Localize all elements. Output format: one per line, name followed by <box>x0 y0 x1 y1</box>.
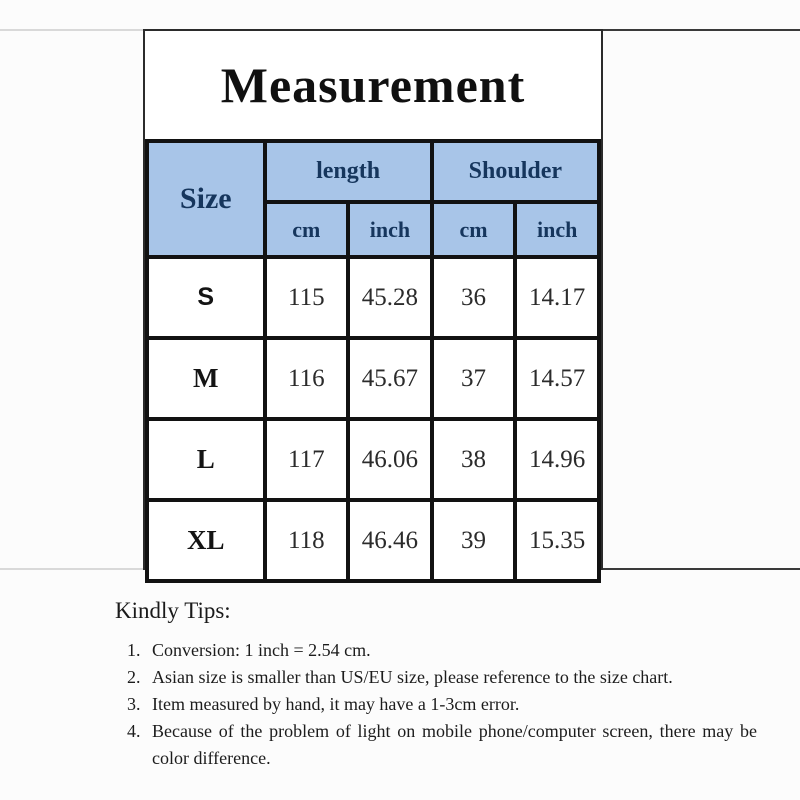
table-row <box>147 419 599 500</box>
value-cell: 46.06 <box>348 419 432 500</box>
size-cell: S <box>147 257 265 338</box>
top-rule-left-segment <box>0 29 143 31</box>
header-row-groups <box>147 141 599 202</box>
tips-section <box>115 598 765 772</box>
column-group-length: length <box>265 141 432 202</box>
value-cell: 118 <box>265 500 349 581</box>
value-cell: 46.46 <box>348 500 432 581</box>
column-group-shoulder: Shoulder <box>432 141 599 202</box>
sheet-title: Measurement <box>220 57 526 113</box>
value-cell: 14.57 <box>515 338 599 419</box>
value-cell: 38 <box>432 419 516 500</box>
tip-item: 4. Because of the problem of light on mobile phone/computer screen, there may be color difference. <box>145 718 757 772</box>
value-cell: 115 <box>265 257 349 338</box>
tip-item: 1. Conversion: 1 inch = 2.54 cm. <box>145 637 757 664</box>
value-cell: 37 <box>432 338 516 419</box>
column-header-size: Size <box>147 141 265 257</box>
value-cell: 45.28 <box>348 257 432 338</box>
subheader-length-cm: cm <box>265 202 349 257</box>
table-row <box>147 257 599 338</box>
size-table <box>145 139 601 583</box>
value-cell: 15.35 <box>515 500 599 581</box>
size-cell: L <box>147 419 265 500</box>
size-cell: M <box>147 338 265 419</box>
table-row <box>147 500 599 581</box>
bottom-rule-right-segment <box>601 568 800 570</box>
size-cell: XL <box>147 500 265 581</box>
value-cell: 14.96 <box>515 419 599 500</box>
value-cell: 39 <box>432 500 516 581</box>
value-cell: 14.17 <box>515 257 599 338</box>
table-row <box>147 338 599 419</box>
subheader-shoulder-cm: cm <box>432 202 516 257</box>
tip-item: 2. Asian size is smaller than US/EU size, please reference to the size chart. <box>145 664 757 691</box>
subheader-shoulder-inch: inch <box>515 202 599 257</box>
measurement-sheet <box>143 29 603 570</box>
bottom-rule-left-segment <box>0 568 143 570</box>
value-cell: 116 <box>265 338 349 419</box>
value-cell: 117 <box>265 419 349 500</box>
tip-item: 3. Item measured by hand, it may have a 1-3cm error. <box>145 691 757 718</box>
value-cell: 45.67 <box>348 338 432 419</box>
tips-list <box>115 637 757 772</box>
subheader-length-inch: inch <box>348 202 432 257</box>
top-rule-right-segment <box>601 29 800 31</box>
tips-heading: Kindly Tips: <box>115 598 231 623</box>
value-cell: 36 <box>432 257 516 338</box>
